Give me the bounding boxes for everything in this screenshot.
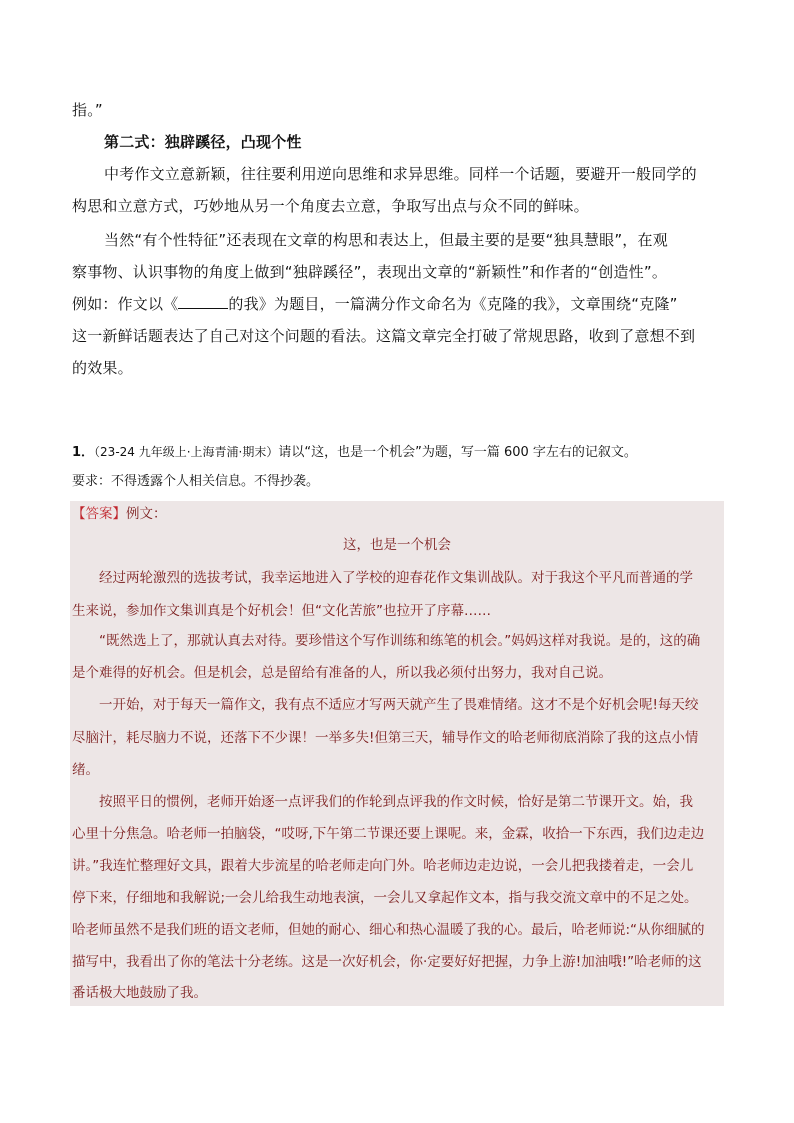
essay-line: “既然选上了，那就认真去对待。要珍惜这个写作训练和练笔的机会。”妈妈这样对我说。是的，这的确	[72, 633, 701, 649]
section-heading: 第二式：独辟蹊径，凸现个性	[104, 133, 302, 151]
essay-line: 心里十分焦急。哈老师一拍脑袋，“哎呀,下午第二节课还要上课呢。来，金霖，收拾一下东西，我们边走边	[72, 826, 705, 842]
question-line	[72, 442, 724, 463]
question-source: （23-24 九年级上·上海青浦·期末）	[94, 445, 279, 459]
essay-line: 是个难得的好机会。但是机会，总是留给有准备的人，所以我必须付出努力，我对自己说。	[72, 665, 612, 681]
paragraph-line: 当然“有个性特征”还表现在文章的构思和表达上，但最主要的是要“独具慧眼”，在观	[104, 231, 668, 249]
essay-line: 绪。	[72, 762, 99, 778]
essay-line: 经过两轮激烈的选拔考试，我幸运地进入了学校的迎春花作文集训战队。对于我这个平凡而普通的学	[72, 570, 693, 586]
essay-line: 描写中，我看出了你的笔法十分老练。这是一次好机会，你·定要好好把握，力争上游!加油哦!”哈老师的这	[72, 954, 702, 970]
paragraph-line: 的效果。	[72, 359, 133, 377]
paragraph-text: 的我》为题目，一篇满分作文命名为《克隆的我》，文章围绕“克隆”	[228, 295, 678, 313]
paragraph-text: 例如：作文以《	[72, 295, 179, 313]
question-prompt: 请以“这，也是一个机会”为题，写一篇 600 字左右的记叙文。	[278, 445, 637, 460]
paragraph-line: 中考作文立意新颖，往往要利用逆向思维和求异思维。同样一个话题，要避开一般同学的	[104, 165, 697, 183]
paragraph-line: 察事物、认识事物的角度上做到“独辟蹊径”，表现出文章的“新颖性”和作者的“创造性”。	[72, 263, 668, 281]
paragraph-line: 这一新鲜话题表达了自己对这个问题的看法。这篇文章完全打破了常规思路，收到了意想不到	[72, 327, 696, 345]
paragraph-line: 指。”	[72, 101, 103, 119]
answer-label: 【答案】	[72, 506, 126, 522]
essay-line: 一开始，对于每天一篇作文，我有点不适应才写两天就产生了畏难情绪。这才不是个好机会呢!每天绞	[72, 697, 699, 713]
paragraph-line: 构思和立意方式，巧妙地从另一个角度去立意，争取写出点与众不同的鲜味。	[72, 197, 589, 215]
question-requirement: 要求：不得透露个人相关信息。不得抄袭。	[72, 474, 320, 489]
essay-line: 讲。”我连忙整理好文具，跟着大步流星的哈老师走向门外。哈老师边走边说，一会儿把我搂着走，一会儿	[72, 858, 694, 874]
answer-header	[72, 499, 724, 530]
essay-line: 尽脑汁，耗尽脑力不说，还落下不少课！一举多失!但第三天，辅导作文的哈老师彻底消除了我的这点小情	[72, 730, 699, 746]
essay-line: 哈老师虽然不是我们班的语文老师，但她的耐心、细心和热心温暖了我的心。最后，哈老师说:“从你细腻的	[72, 922, 705, 938]
fill-blank	[178, 294, 228, 309]
essay-line: 按照平日的惯例，老师开始逐一点评我们的作轮到点评我的作文时候，恰好是第二节课开文。始，我	[72, 794, 693, 810]
essay-line: 生来说，参加作文集训真是个好机会！但“文化苦旅”也拉开了序幕……	[72, 603, 491, 619]
essay-line: 停下来，仔细地和我解说;一会儿给我生动地表演，一会儿又拿起作文本，指与我交流文章中的不足之处。	[72, 890, 698, 906]
essay-line: 番话极大地鼓励了我。	[72, 985, 207, 1001]
answer-label-suffix: 例文：	[126, 506, 167, 522]
question-number: 1．	[72, 445, 95, 460]
paragraph-line	[72, 288, 724, 320]
essay-title: 这，也是一个机会	[343, 537, 451, 553]
